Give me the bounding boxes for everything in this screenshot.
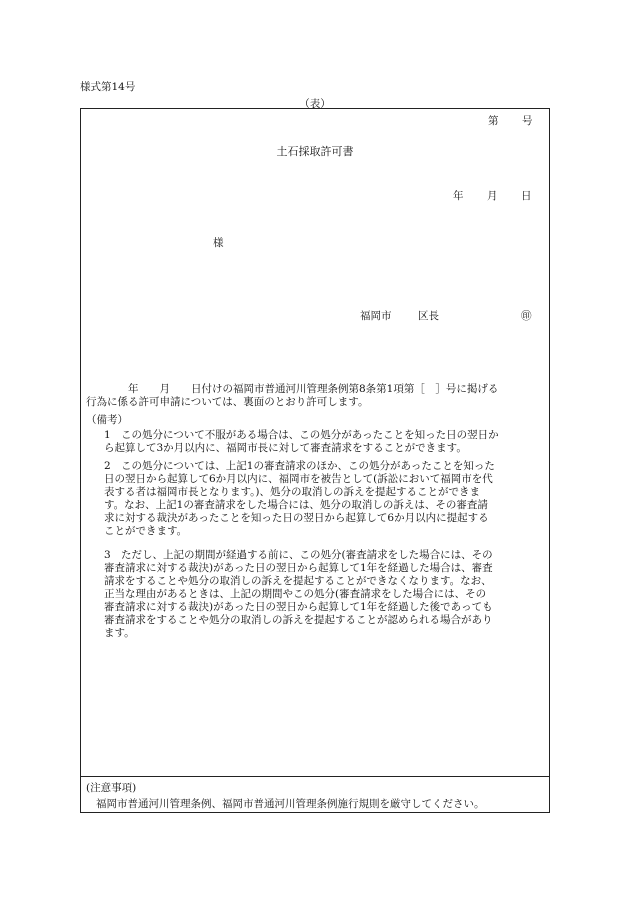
remark-number: 3 [104,549,111,561]
remark-number: 1 [104,429,111,441]
document-number-go: 号 [522,115,533,127]
side-label: （表） [299,98,331,110]
remark-line: す。なお、上記1の審査請求をした場合には、処分の取消しの訴えは、その審査請 [104,499,488,511]
document-title: 土石採取許可書 [276,145,354,158]
remark-line: この処分について不服がある場合は、この処分があったことを知った日の翌日か [121,429,499,441]
remark-line: 審査請求に対する裁決)があった日の翌日から起算して1年を経過した後であっても [104,601,493,613]
date-day: 日 [521,190,532,202]
issuer-ward-head: 区長 [418,310,439,322]
remark-line: この処分については、上記1の審査請求のほか、この処分があったことを知った [121,460,495,472]
remark-line: 日の翌日から起算して6か月以内に、福岡市を被告として(訴訟において福岡市を代 [104,473,493,485]
seal-mark: ㊞ [521,310,532,322]
remark-line: 正当な理由があるときは、上記の期間やこの処分(審査請求をした場合には、その [104,588,487,600]
body-line: 行為に係る許可申請については、裏面のとおり許可します。 [86,396,369,408]
body-line: 年 月 日付けの福岡市普通河川管理条例第8条第1項第［ ］号に掲げる [86,383,499,395]
remark-line: 表する者は福岡市長となります。)、処分の取消しの訴えを提起することができま [104,486,481,498]
remark-line: ます。 [104,627,135,639]
remark-line: ただし、上記の期間が経過する前に、この処分(審査請求をした場合には、その [121,549,493,561]
date-year: 年 [453,190,464,202]
remark-line: 求に対する裁決があったことを知った日の翌日から起算して6か月以内に提起する [104,512,489,524]
remarks-heading: （備考） [86,414,128,426]
remark-line: ことができます。 [104,525,188,537]
remark-line: 請求をすることや処分の取消しの訴えを提起することができなくなります。なお、 [104,575,492,587]
permit-body [86,383,548,409]
issuer-city: 福岡市 [360,310,392,322]
notes-text: 福岡市普通河川管理条例、福岡市普通河川管理条例施行規則を厳守してください。 [96,798,485,810]
form-number: 様式第14号 [80,81,136,93]
document-number-dai: 第 [488,115,499,127]
remark-item-1 [86,429,548,455]
remark-line: 審査請求をすることや処分の取消しの訴えを提起することが認められる場合があり [104,614,493,626]
notes-divider [80,776,550,777]
date-month: 月 [487,190,498,202]
addressee-suffix: 様 [213,237,224,249]
remark-item-2 [86,460,548,538]
remark-number: 2 [104,460,111,472]
notes-heading: (注意事項) [86,782,137,794]
remark-item-3 [86,549,548,640]
remark-line: 審査請求に対する裁決)があった日の翌日から起算して1年を経過した場合は、審査 [104,562,493,574]
remark-line: ら起算して3か月以内に、福岡市長に対して審査請求をすることができます。 [104,442,467,454]
